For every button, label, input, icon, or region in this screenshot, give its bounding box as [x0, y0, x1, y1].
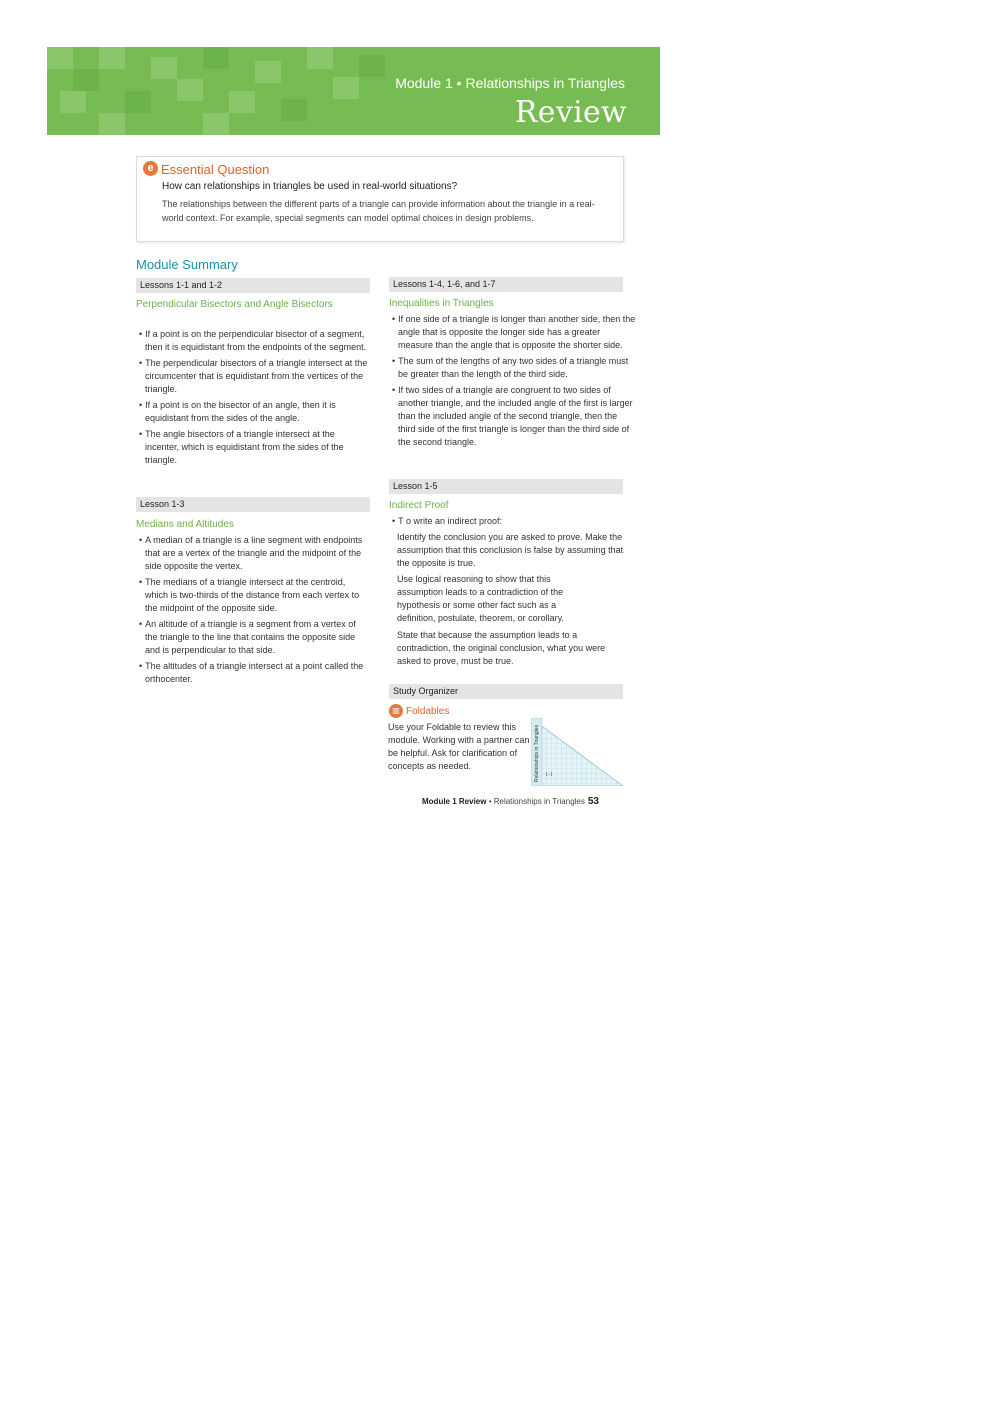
list-item: • If a point is on the bisector of an angle, then it is equidistant from the sides of the angle. [136, 399, 370, 425]
bullet-list [389, 313, 637, 452]
banner-pixel [73, 69, 99, 91]
study-organizer-bar: Study Organizer [389, 684, 623, 699]
proof-step: Use logical reasoning to show that this assumption leads to a contradiction of the hypothesis or some other fact such as a definition, postulate, theorem, or corollary. [397, 574, 564, 623]
list-item: • If one side of a triangle is longer than another side, then the angle that is opposite the longer side has a greater measure than the angle that is opposite the shorter side. [389, 313, 637, 352]
foldable-spine-text: Relationships in Triangles [534, 725, 540, 782]
list-item: • An altitude of a triangle is a segment from a vertex of the triangle to the line that contains the opposite side and is perpendicular to that side. [136, 618, 370, 657]
banner-pixel [281, 99, 307, 121]
section-heading: Indirect Proof [389, 500, 449, 511]
list-item: • A median of a triangle is a line segment with endpoints that are a vertex of the triangle and the midpoint of the side opposite the vertex. [136, 534, 370, 573]
banner-pixel [307, 47, 333, 69]
footer-module: Module 1 Review [422, 797, 487, 806]
bullet-list [136, 534, 370, 689]
essential-question-icon: e [143, 161, 158, 176]
section-heading: Perpendicular Bisectors and Angle Bisectors [136, 299, 333, 310]
banner-pixel [229, 91, 255, 113]
proof-step: State that because the assumption leads to a contradiction, the original conclusion, what you were asked to prove, must be true. [397, 630, 606, 666]
page-number: 53 [587, 796, 599, 807]
foldable-image [531, 718, 623, 786]
section-heading: Inequalities in Triangles [389, 298, 494, 309]
banner-pixel [125, 91, 151, 113]
foldable-tab-text: 1-1 [545, 772, 553, 778]
page-title: Review [514, 95, 627, 130]
list-item: • T o write an indirect proof: [389, 515, 629, 528]
banner-pixel [47, 47, 73, 69]
essential-question-text: How can relationships in triangles be used in real-world situations? [162, 181, 458, 192]
proof-step: Identify the conclusion you are asked to prove. Make the assumption that this conclusion is false by assuming that the opposite is true. [397, 532, 624, 568]
banner-pixel [203, 113, 229, 135]
lesson-bar: Lessons 1-1 and 1-2 [136, 278, 370, 293]
list-item: • If two sides of a triangle are congruent to two sides of another triangle, and the included angle of the first is larger than the included angle of the second triangle, then the third side of the first triangle is longer than the third side of the second triangle. [389, 384, 637, 449]
list-item: • The angle bisectors of a triangle intersect at the incenter, which is equidistant from the sides of the triangle. [136, 428, 370, 467]
banner-pixel [151, 57, 177, 79]
foldables-label: Foldables [406, 706, 450, 717]
banner-pixel [359, 55, 385, 77]
banner-pixel [255, 61, 281, 83]
list-item: • The altitudes of a triangle intersect at a point called the orthocenter. [136, 660, 370, 686]
foldables-icon: ▥ [389, 704, 403, 718]
section-heading: Medians and Altitudes [136, 519, 234, 530]
list-item: • The medians of a triangle intersect at the centroid, which is two-thirds of the distance from each vertex to the midpoint of the opposite side. [136, 576, 370, 615]
lesson-bar: Lesson 1-5 [389, 479, 623, 494]
list-item: • If a point is on the perpendicular bisector of a segment, then it is equidistant from the endpoints of the segment. [136, 328, 370, 354]
banner-pixel [177, 79, 203, 101]
essential-question-answer: The relationships between the different parts of a triangle can provide information about the triangle in a real-world context. For example, special segments can model optimal choices in design problems. [162, 199, 595, 223]
banner-pixel [203, 47, 229, 69]
lesson-bar: Lesson 1-3 [136, 497, 370, 512]
foldables-text: Use your Foldable to review this module. Working with a partner can be helpful. Ask for clarification of concepts as needed. [388, 722, 530, 771]
bullet-list [136, 328, 370, 470]
essential-question-title: Essential Question [161, 162, 270, 177]
module-banner [47, 47, 660, 135]
banner-pixel [333, 77, 359, 99]
essential-question-box [136, 156, 624, 242]
banner-pixel [60, 91, 86, 113]
module-subtitle: Module 1 • Relationships in Triangles [395, 75, 625, 91]
banner-pixel [99, 113, 125, 135]
page-footer [422, 796, 599, 807]
footer-topic: • Relationships in Triangles [486, 797, 585, 806]
list-item: • The sum of the lengths of any two sides of a triangle must be greater than the length of the third side. [389, 355, 637, 381]
list-item: • The perpendicular bisectors of a triangle intersect at the circumcenter that is equidistant from the vertices of the triangle. [136, 357, 370, 396]
banner-pixel [99, 47, 125, 69]
lesson-bar: Lessons 1-4, 1-6, and 1-7 [389, 277, 623, 292]
module-summary-title: Module Summary [136, 257, 238, 272]
bullet-list [389, 515, 629, 531]
